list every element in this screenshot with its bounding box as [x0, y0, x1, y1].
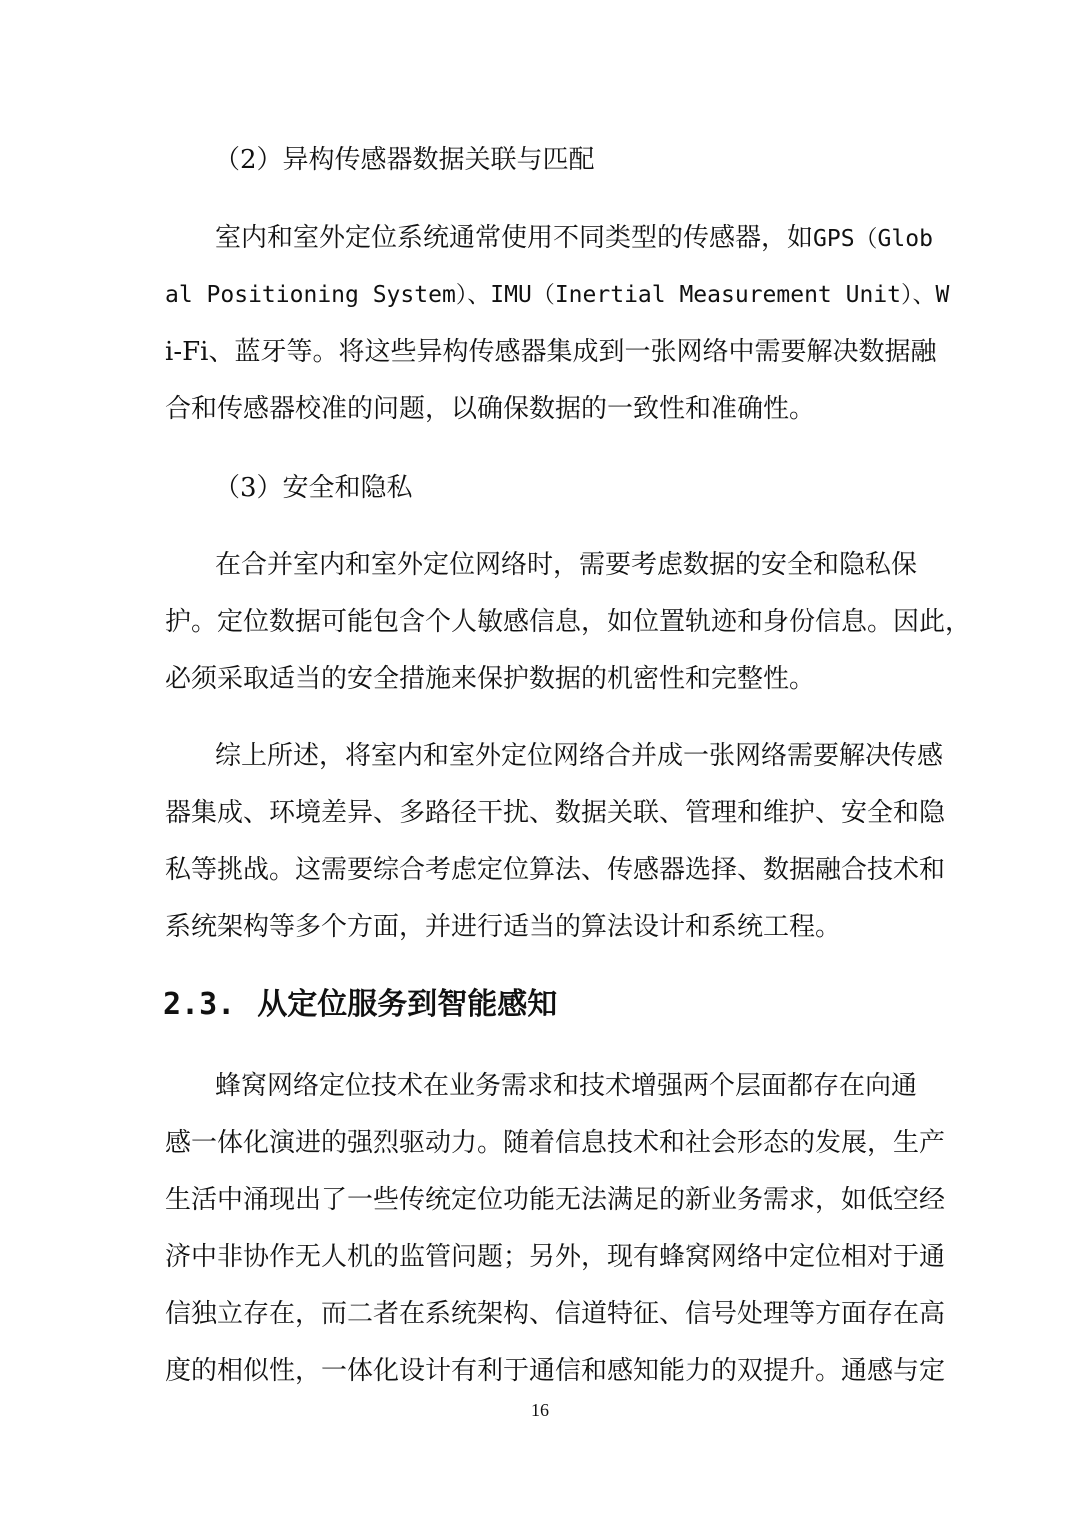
section-number: 2.3. — [163, 987, 236, 1022]
paragraph-line: al Positioning System）、IMU（Inertial Measurement Unit）、W — [165, 282, 950, 308]
section-body-line: 信独立存在，而二者在系统架构、信道特征、信号处理等方面存在高 — [165, 1299, 946, 1329]
section-body-line: 感一体化演进的强烈驱动力。随着信息技术和社会形态的发展，生产 — [165, 1128, 946, 1158]
paragraph-text-mono: GPS（Glob — [813, 226, 933, 252]
summary-line: 系统架构等多个方面，并进行适当的算法设计和系统工程。 — [165, 912, 842, 942]
paragraph-text: 室内和室外定位系统通常使用不同类型的传感器，如 — [215, 223, 814, 253]
page-number: 16 — [531, 1400, 549, 1420]
paragraph-line: 在合并室内和室外定位网络时，需要考虑数据的安全和隐私保 — [215, 550, 918, 580]
paragraph-line — [215, 218, 933, 259]
paragraph-line: 护。定位数据可能包含个人敏感信息，如位置轨迹和身份信息。因此， — [165, 607, 972, 637]
section-body-line: 济中非协作无人机的监管问题；另外，现有蜂窝网络中定位相对于通 — [165, 1242, 946, 1272]
subsection-heading-2: （2）异构传感器数据关联与匹配 — [214, 145, 595, 175]
summary-line: 私等挑战。这需要综合考虑定位算法、传感器选择、数据融合技术和 — [165, 855, 946, 885]
subsection-heading-3: （3）安全和隐私 — [214, 473, 413, 503]
paragraph-line: i-Fi、蓝牙等。将这些异构传感器集成到一张网络中需要解决数据融 — [165, 337, 937, 367]
summary-line: 器集成、环境差异、多路径干扰、数据关联、管理和维护、安全和隐 — [165, 798, 946, 828]
summary-line: 综上所述，将室内和室外定位网络合并成一张网络需要解决传感 — [215, 741, 944, 771]
section-body-line: 蜂窝网络定位技术在业务需求和技术增强两个层面都存在向通 — [215, 1071, 918, 1101]
section-heading — [163, 985, 557, 1025]
section-body-line: 生活中涌现出了一些传统定位功能无法满足的新业务需求，如低空经 — [165, 1185, 946, 1215]
paragraph-line: 合和传感器校准的问题，以确保数据的一致性和准确性。 — [165, 394, 816, 424]
section-title-text: 从定位服务到智能感知 — [257, 987, 558, 1022]
section-body-line: 度的相似性，一体化设计有利于通信和感知能力的双提升。通感与定 — [165, 1356, 946, 1386]
paragraph-line: 必须采取适当的安全措施来保护数据的机密性和完整性。 — [165, 664, 816, 694]
